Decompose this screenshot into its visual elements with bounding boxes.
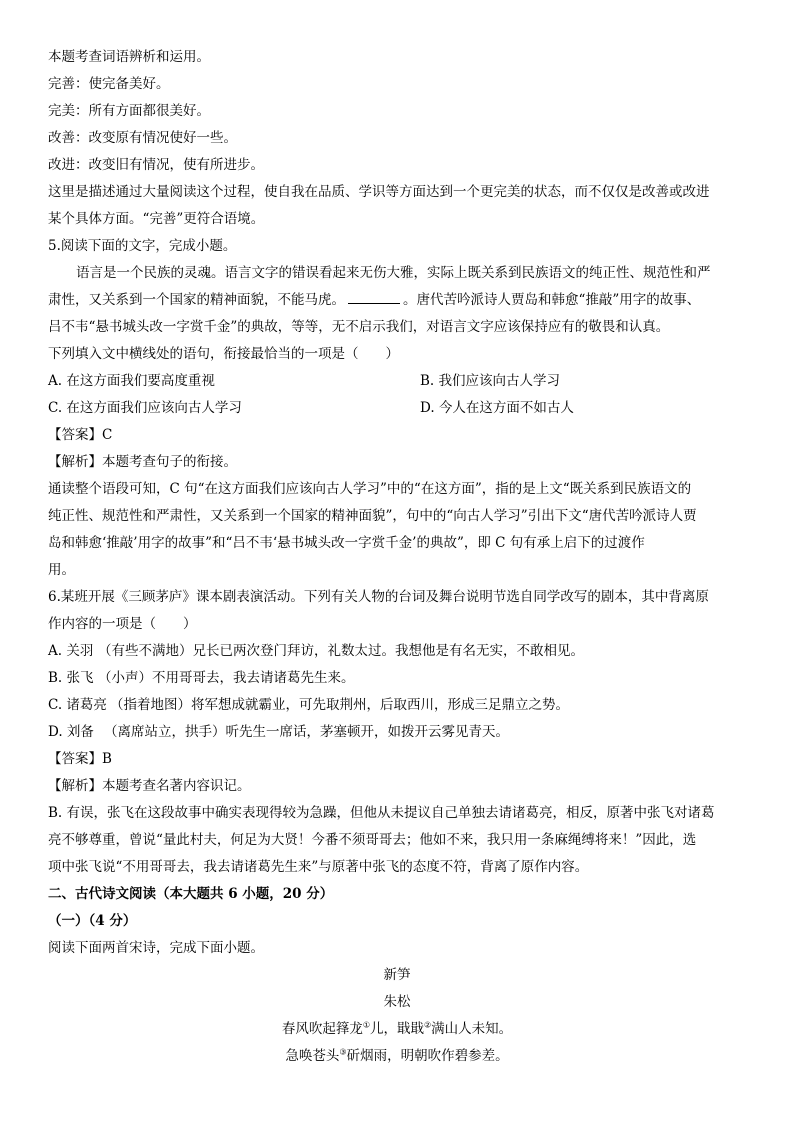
- intro-explanation-line: 这里是描述通过大量阅读这个过程，使自我在品质、学识等方面达到一个更完美的状态，而不仅仅是改善或改进: [48, 184, 710, 200]
- option-role: A. 关羽: [48, 643, 94, 659]
- answer-label: 【答案】C: [48, 427, 113, 443]
- analysis-heading: 【解析】本题考查句子的衔接。: [48, 454, 237, 470]
- definition-gaishan: 改善：改变原有情况使好一些。: [48, 130, 237, 146]
- poem-text: 满山人未知。: [431, 1021, 513, 1037]
- analysis-line: 岛和韩愈‘推敲’用字的故事”和“吕不韦‘悬书城头改一字赏千金’的典故”，即 C 句有承上启下的过渡作: [48, 535, 645, 551]
- passage-line: [48, 287, 748, 314]
- option-a: [48, 638, 748, 665]
- footnote-marker: ①: [362, 1020, 370, 1030]
- fill-blank: [348, 291, 400, 304]
- option-role: C. 诸葛亮: [48, 697, 107, 713]
- poem-line: [0, 1043, 794, 1070]
- option-c: C. 在这方面我们应该向古人学习: [48, 400, 242, 416]
- answer-label: 【答案】B: [48, 751, 112, 767]
- poem-text: 儿，戢戢: [370, 1021, 424, 1037]
- intro-line: 本题考查词语辨析和运用。: [48, 49, 210, 65]
- option-role: D. 刘备: [48, 724, 94, 740]
- option-b: B. 我们应该向古人学习: [420, 373, 561, 389]
- passage-line: 语言是一个民族的灵魂。语言文字的错误看起来无伤大雅，实际上既关系到民族语文的纯正性、规范性和严: [76, 265, 711, 281]
- poem-title: 新笋: [383, 967, 411, 983]
- definition-gaijin: 改进：改变旧有情况，使有所进步。: [48, 157, 264, 173]
- subsection-heading: （一）（4 分）: [48, 913, 137, 929]
- poem-text: 春风吹起箨龙: [281, 1021, 363, 1037]
- question-6-title: 作内容的一项是（ ）: [48, 616, 197, 632]
- question-5-stem: 下列填入文中横线处的语句，衔接最恰当的一项是（ ）: [48, 346, 399, 362]
- passage-text: 肃性，又关系到一个国家的精神面貌，不能马虎。: [48, 292, 345, 308]
- option-row: [48, 368, 748, 395]
- section-heading: 二、古代诗文阅读（本大题共 6 小题，20 分）: [48, 886, 334, 902]
- option-b: [48, 665, 748, 692]
- analysis-line: 项中张飞说“不用哥哥去，我去请诸葛先生来”与原著中张飞的态度不符，背离了原作内容。: [48, 859, 589, 875]
- question-5-title: 5.阅读下面的文字，完成小题。: [48, 238, 237, 254]
- analysis-line: 亮不够尊重，曾说“量此村夫，何足为大贤！今番不须哥哥去；他如不来，我只用一条麻绳缚将来！”因此，选: [48, 832, 697, 848]
- poem-text: 斫烟雨，明朝吹作碧参差。: [346, 1048, 509, 1064]
- option-text: （有些不满地）兄长已两次登门拜访，礼数太过。我想他是有名无实，不敢相见。: [98, 643, 584, 659]
- option-row: [48, 395, 748, 422]
- passage-line: 吕不韦“悬书城头改一字赏千金”的典故，等等，无不启示我们，对语言文字应该保持应有的敬畏和认真。: [48, 319, 670, 335]
- question-6-title: 6.某班开展《三顾茅庐》课本剧表演活动。下列有关人物的台词及舞台说明节选自同学改写的剧本，其中背离原: [48, 589, 709, 605]
- passage-text: 。唐代苦吟派诗人贾岛和韩愈“推敲”用字的故事、: [403, 292, 701, 308]
- footnote-marker: ③: [339, 1047, 347, 1057]
- analysis-heading: 【解析】本题考查名著内容识记。: [48, 778, 251, 794]
- analysis-line: 通读整个语段可知，C 句“在这方面我们应该向古人学习”中的“在这方面”，指的是上文“既关系到民族语文的: [48, 481, 692, 497]
- option-text: （指着地图）将军想成就霸业，可先取荆州，后取西川，形成三足鼎立之势。: [110, 697, 569, 713]
- option-text: （离席站立，拱手）听先生一席话，茅塞顿开，如拨开云雾见青天。: [104, 724, 509, 740]
- poem-author: 朱松: [383, 994, 411, 1010]
- intro-explanation-line: 某个具体方面。“完善”更符合语境。: [48, 211, 265, 227]
- option-a: A. 在这方面我们要高度重视: [48, 373, 215, 389]
- option-d: [48, 719, 748, 746]
- analysis-line: B. 有误，张飞在这段故事中确实表现得较为急躁，但他从未提议自己单独去请诸葛亮，相反，原著中张飞对诸葛: [48, 805, 715, 821]
- option-text: （小声）不用哥哥去，我去请诸葛先生来。: [98, 670, 355, 686]
- analysis-line: 用。: [48, 562, 75, 578]
- option-role: B. 张飞: [48, 670, 94, 686]
- poem-text: 急唤苍头: [285, 1048, 340, 1064]
- analysis-line: 纯正性、规范性和严肃性，又关系到一个国家的精神面貌”，句中的“向古人学习”引出下文“唐代苦吟派诗人贾: [48, 508, 697, 524]
- definition-wanshan: 完善：使完备美好。: [48, 76, 170, 92]
- footnote-marker: ②: [424, 1020, 432, 1030]
- option-c: [48, 692, 748, 719]
- section-instruction: 阅读下面两首宋诗，完成下面小题。: [48, 940, 264, 956]
- poem-line: [0, 1016, 794, 1043]
- definition-wanmei: 完美：所有方面都很美好。: [48, 103, 210, 119]
- option-d: D. 今人在这方面不如古人: [420, 400, 574, 416]
